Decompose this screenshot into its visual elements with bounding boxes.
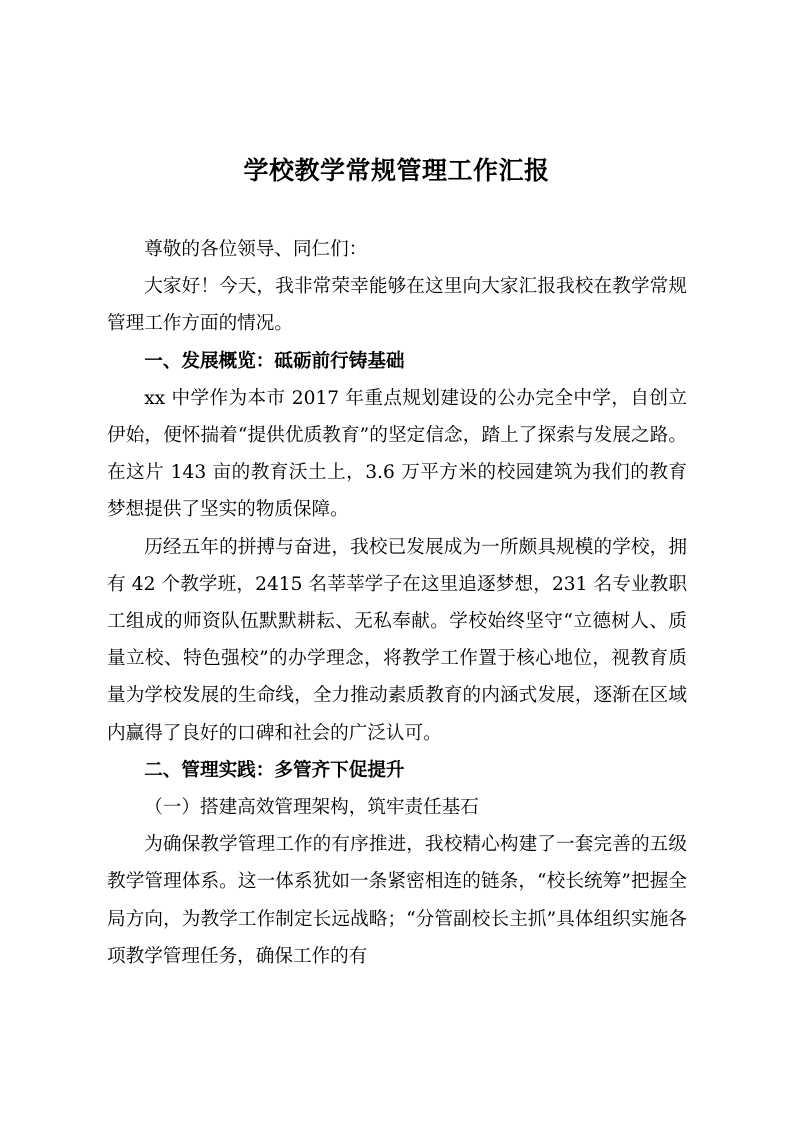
school-development-paragraph: 历经五年的拼搏与奋进，我校已发展成为一所颇具规模的学校，拥有 42 个教学班，2415 名莘莘学子在这里追逐梦想，231 名专业教职工组成的师资队伍默默耕耘、无私奉献。学校始终坚守“立德树人、质量立校、特色强校”的办学理念，将教学工作置于核心地位，视教育质量为学校发展的生命线，全力推动素质教育的内涵式发展，逐渐在区域内赢得了良好的口碑和社会的广泛认可。 — [107, 536, 687, 744]
document-title: 学校教学常规管理工作汇报 — [243, 156, 550, 185]
intro-paragraph: 大家好！今天，我非常荣幸能够在这里向大家汇报我校在教学常规管理工作方面的情况。 — [107, 276, 687, 335]
section-heading-2: 二、管理实践：多管齐下促提升 — [144, 759, 405, 781]
school-overview-paragraph: xx 中学作为本市 2017 年重点规划建设的公办完全中学，自创立伊始，便怀揣着“提供优质教育”的坚定信念，踏上了探索与发展之路。在这片 143 亩的教育沃土上，3.6 万平方米的校园建筑为我们的教育梦想提供了坚实的物质保障。 — [107, 387, 687, 521]
greeting-paragraph: 尊敬的各位领导、同仁们： — [144, 239, 368, 260]
management-structure-paragraph: 为确保教学管理工作的有序推进，我校精心构建了一套完善的五级教学管理体系。这一体系犹如一条紧密相连的链条，“校长统筹”把握全局方向，为教学工作制定长远战略；“分管副校长主抓”具体组织实施各项教学管理任务，确保工作的有 — [107, 834, 687, 967]
section-heading-1: 一、发展概览：砥砺前行铸基础 — [144, 350, 405, 372]
document-body — [107, 231, 687, 975]
subsection-heading-1: （一）搭建高效管理架构，筑牢责任基石 — [144, 797, 479, 819]
